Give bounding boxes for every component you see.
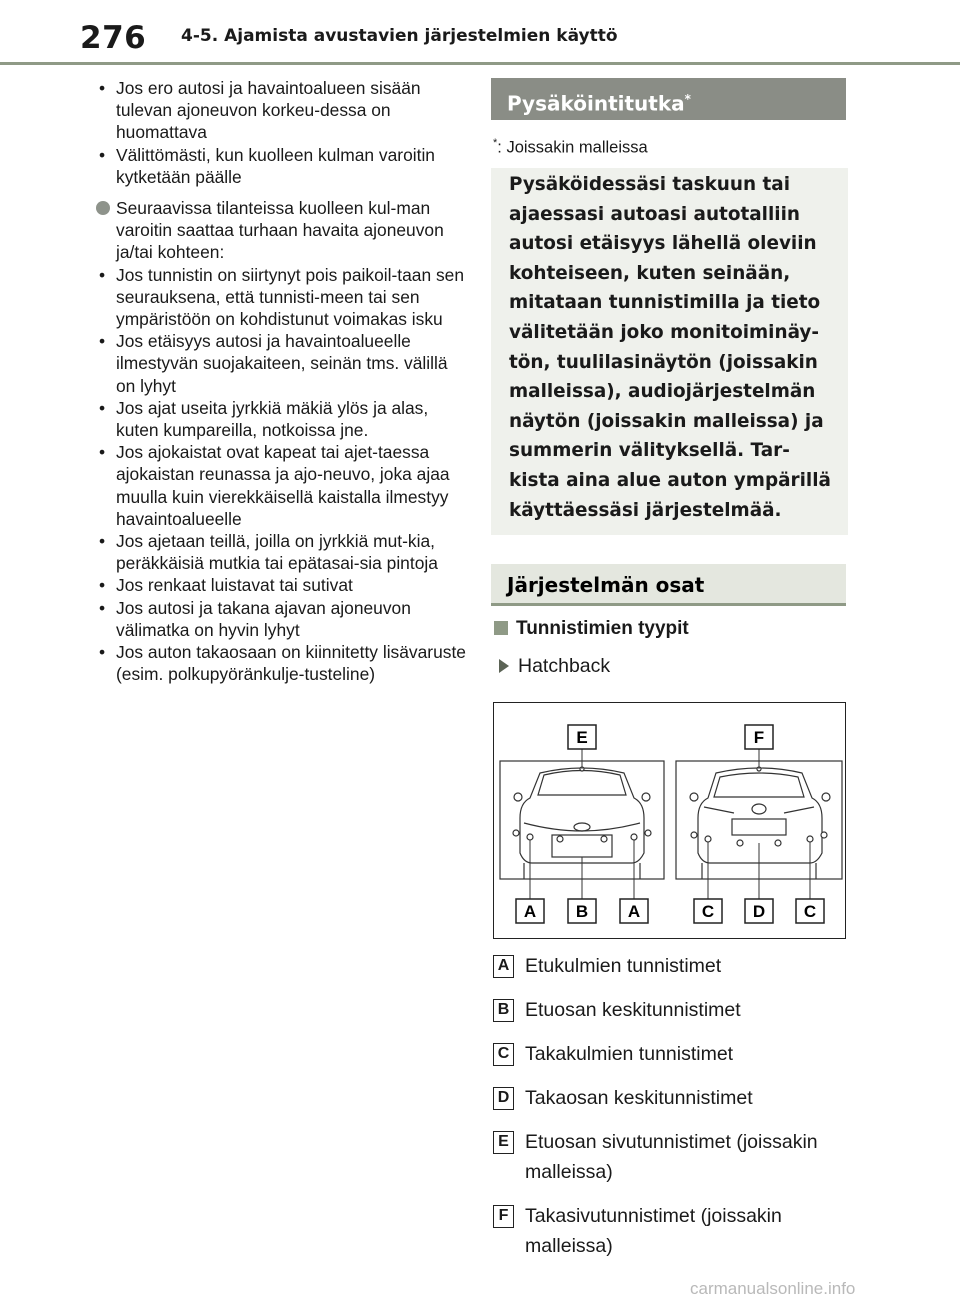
figure-label-a: A	[523, 902, 537, 921]
variant-line	[499, 655, 610, 678]
footnote-marker: *	[493, 137, 498, 149]
legend-text: Takaosan keskitunnistimet	[525, 1087, 753, 1109]
legend-item	[493, 1201, 853, 1261]
subheading-text: Tunnistimien tyypit	[516, 618, 689, 639]
legend-item	[493, 1127, 853, 1187]
legend-item	[493, 1083, 853, 1113]
legend-text: Takakulmien tunnistimet	[525, 1043, 734, 1065]
legend-key: C	[493, 1043, 514, 1066]
section-header-system-components	[491, 564, 846, 606]
variant-text: Hatchback	[518, 655, 611, 677]
legend-key: B	[493, 999, 514, 1022]
legend-item	[493, 995, 853, 1025]
asterisk-marker: *	[684, 92, 691, 106]
sensor-figure	[493, 702, 846, 939]
sensor-dots-rear	[691, 767, 827, 846]
legend-key: A	[493, 955, 514, 978]
bullet-item: • Jos renkaat luistavat tai sutivat	[96, 574, 468, 596]
bullet-item: • Jos ajetaan teillä, joilla on jyrkkiä mut-kia, peräkkäisiä mutkia tai epätasai-sia pintoja	[96, 530, 468, 574]
triangle-bullet-icon	[499, 659, 509, 673]
figure-label-b: B	[575, 902, 589, 921]
figure-label-c: C	[803, 902, 817, 921]
chapter-title: 4-5. Ajamista avustavien järjestelmien käyttö	[181, 26, 618, 46]
figure-label-d: D	[752, 902, 766, 921]
footnote	[493, 137, 648, 158]
page-number: 276	[80, 20, 147, 56]
legend-text: Etuosan keskitunnistimet	[525, 999, 741, 1021]
section-header-parking-sensor	[491, 78, 846, 120]
intro-text: Pysäköidessäsi taskuun tai ajaessasi autoasi autotalliin autosi etäisyys lähellä oleviin kohteiseen, kuten seinään, mitataan tunnistimilla ja tieto välitetään joko monitoiminäy-tön, tuulilasinäytön (joissakin malleissa), audiojärjestelmän näytön (joissakin malleissa) ja summerin välityksellä. Tar-kista aina alue auton ympärillä käyttäessäsi järjestelmää.	[509, 174, 831, 521]
bullet-item: • Jos ajokaistat ovat kapeat tai ajet-taessa ajokaistan reunassa ja ajo-neuvo, joka ajaa muulla kuin vierekkäisellä kaistalla ilmestyy havaintoalueelle	[96, 441, 468, 530]
section-title: Pysäköintitutka	[507, 91, 685, 116]
bullet-item: • Välittömästi, kun kuolleen kulman varoitin kytketään päälle	[96, 144, 468, 188]
legend-item	[493, 1039, 853, 1069]
bullet-item: • Jos etäisyys autosi ja havaintoalueelle ilmestyvän suojakaiteen, seinän tms. välillä on lyhyt	[96, 330, 468, 397]
note-block	[96, 197, 468, 264]
square-bullet-icon	[494, 621, 508, 635]
bullet-item: • Jos autosi ja takana ajavan ajoneuvon välimatka on hyvin lyhyt	[96, 597, 468, 641]
car-illustration	[494, 703, 847, 940]
figure-label-f: F	[753, 728, 765, 747]
bullet-item: • Jos tunnistin on siirtynyt pois paikoil-taan sen seurauksena, että tunnisti-meen tai sen ympäristöön on kohdistunut voimakas isku	[96, 264, 468, 331]
subheading	[494, 618, 689, 640]
figure-label-e: E	[576, 728, 588, 747]
legend-key: F	[493, 1205, 514, 1228]
header-rule	[0, 62, 960, 65]
car-rear-icon	[690, 768, 830, 879]
intro-box	[491, 168, 848, 535]
legend-text: Takasivutunnistimet (joissakin malleissa)	[525, 1205, 782, 1257]
watermark-link[interactable]: carmanualsonline.info	[690, 1279, 856, 1298]
legend-key: E	[493, 1131, 514, 1154]
bullet-item: • Jos ajat useita jyrkkiä mäkiä ylös ja alas, kuten kumpareilla, notkoissa jne.	[96, 397, 468, 441]
legend-text: Etuosan sivutunnistimet (joissakin malleissa)	[525, 1131, 818, 1183]
left-column	[96, 77, 468, 685]
footnote-text: : Joissakin malleissa	[497, 138, 648, 157]
legend-text: Etukulmien tunnistimet	[525, 955, 722, 977]
figure-label-c: C	[701, 902, 715, 921]
bullet-item: • Jos ero autosi ja havaintoalueen sisään tulevan ajoneuvon korkeu-dessa on huomattava	[96, 77, 468, 144]
figure-legend	[493, 951, 853, 1275]
note-text: Seuraavissa tilanteissa kuolleen kul-man varoitin saattaa turhaan havaita ajoneuvon ja/tai kohteen:	[116, 198, 444, 263]
section-title: Järjestelmän osat	[507, 573, 705, 597]
bullet-item: • Jos auton takaosaan on kiinnitetty lisävaruste (esim. polkupyöränkulje-tusteline)	[96, 641, 468, 685]
note-dot-icon	[96, 201, 110, 215]
legend-item	[493, 951, 853, 981]
figure-label-a: A	[627, 902, 641, 921]
legend-key: D	[493, 1087, 514, 1110]
